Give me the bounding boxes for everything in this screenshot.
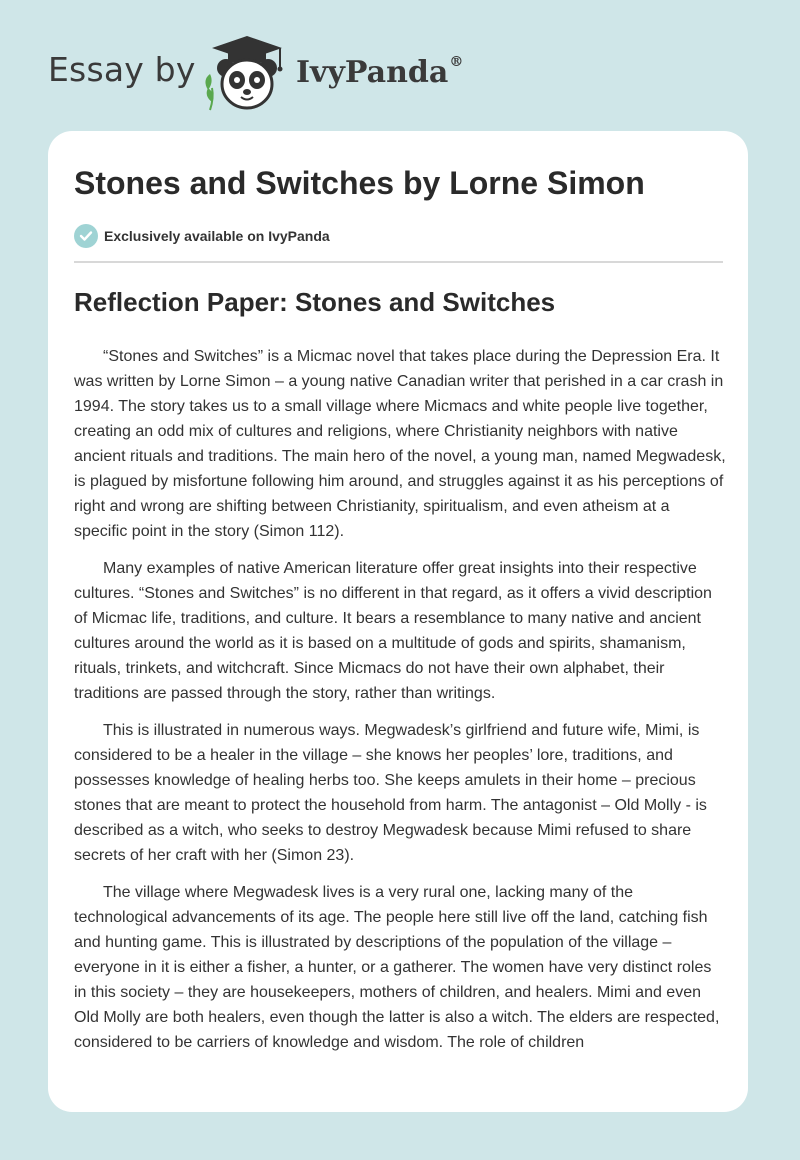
paragraph: The village where Megwadesk lives is a very rural one, lacking many of the technological advancements of its age. The people here still live off the land, catching fish and hunting game. This is illustrated by descriptions of the population of the village – everyone in it is either a fisher, a hunter, or a gatherer. The women have very distinct roles in this society – they are housekeepers, mothers of children, and healers. Mimi and even Old Molly are both healers, even though the latter is also a witch. The elders are respected, considered to be carriers of knowledge and wisdom. The role of children — [74, 884, 720, 1051]
essay-body — [74, 344, 726, 1067]
section-heading: Reflection Paper: Stones and Switches — [74, 287, 556, 317]
brand-text: IvyPanda — [296, 55, 449, 90]
page-title: Stones and Switches by Lorne Simon — [74, 165, 645, 201]
paragraph: “Stones and Switches” is a Micmac novel that takes place during the Depression Era. It was written by Lorne Simon – a young native Canadian writer that perished in a car crash in 1994. The story takes us to a small village where Micmacs and white people live together, creating an odd mix of cultures and religions, where Christianity neighbors with native ancient rituals and traditions. The main hero of the novel, a young man, named Megwadesk, is plagued by misfortune following him around, and struggles against it as his perceptions of right and wrong are shifting between Christianity, spiritualism, and even atheism at a specific point in the story (Simon 112). — [74, 348, 726, 540]
registered-mark: ® — [449, 54, 464, 70]
essay-by-label: Essay by — [48, 50, 196, 89]
paragraph: Many examples of native American literature offer great insights into their respective cultures. “Stones and Switches” is no different in that regard, as it offers a vivid description of Micmac life, traditions, and culture. It bears a resemblance to many native and ancient cultures around the world as it is based on a multitude of gods and spirits, shamanism, rituals, trinkets, and witchcraft. Since Micmacs do not have their own alphabet, their traditions are passed through the story, rather than writings. — [74, 560, 712, 702]
panda-graduate-icon[interactable] — [200, 32, 294, 112]
exclusive-badge — [74, 223, 330, 249]
checkmark-icon — [74, 224, 98, 248]
essay-card — [48, 131, 748, 1112]
site-header — [0, 0, 800, 130]
paragraph: This is illustrated in numerous ways. Megwadesk’s girlfriend and future wife, Mimi, is considered to be a healer in the village – she knows her peoples’ lore, traditions, and possesses knowledge of healing herbs too. She keeps amulets in their home – precious stones that are meant to protect the household from harm. The antagonist – Old Molly - is described as a witch, who seeks to destroy Megwadesk because Mimi refused to share secrets of her craft with her (Simon 23). — [74, 722, 707, 864]
exclusive-badge-label: Exclusively available on IvyPanda — [104, 228, 330, 244]
brand-name[interactable] — [296, 54, 463, 90]
divider — [74, 261, 723, 263]
